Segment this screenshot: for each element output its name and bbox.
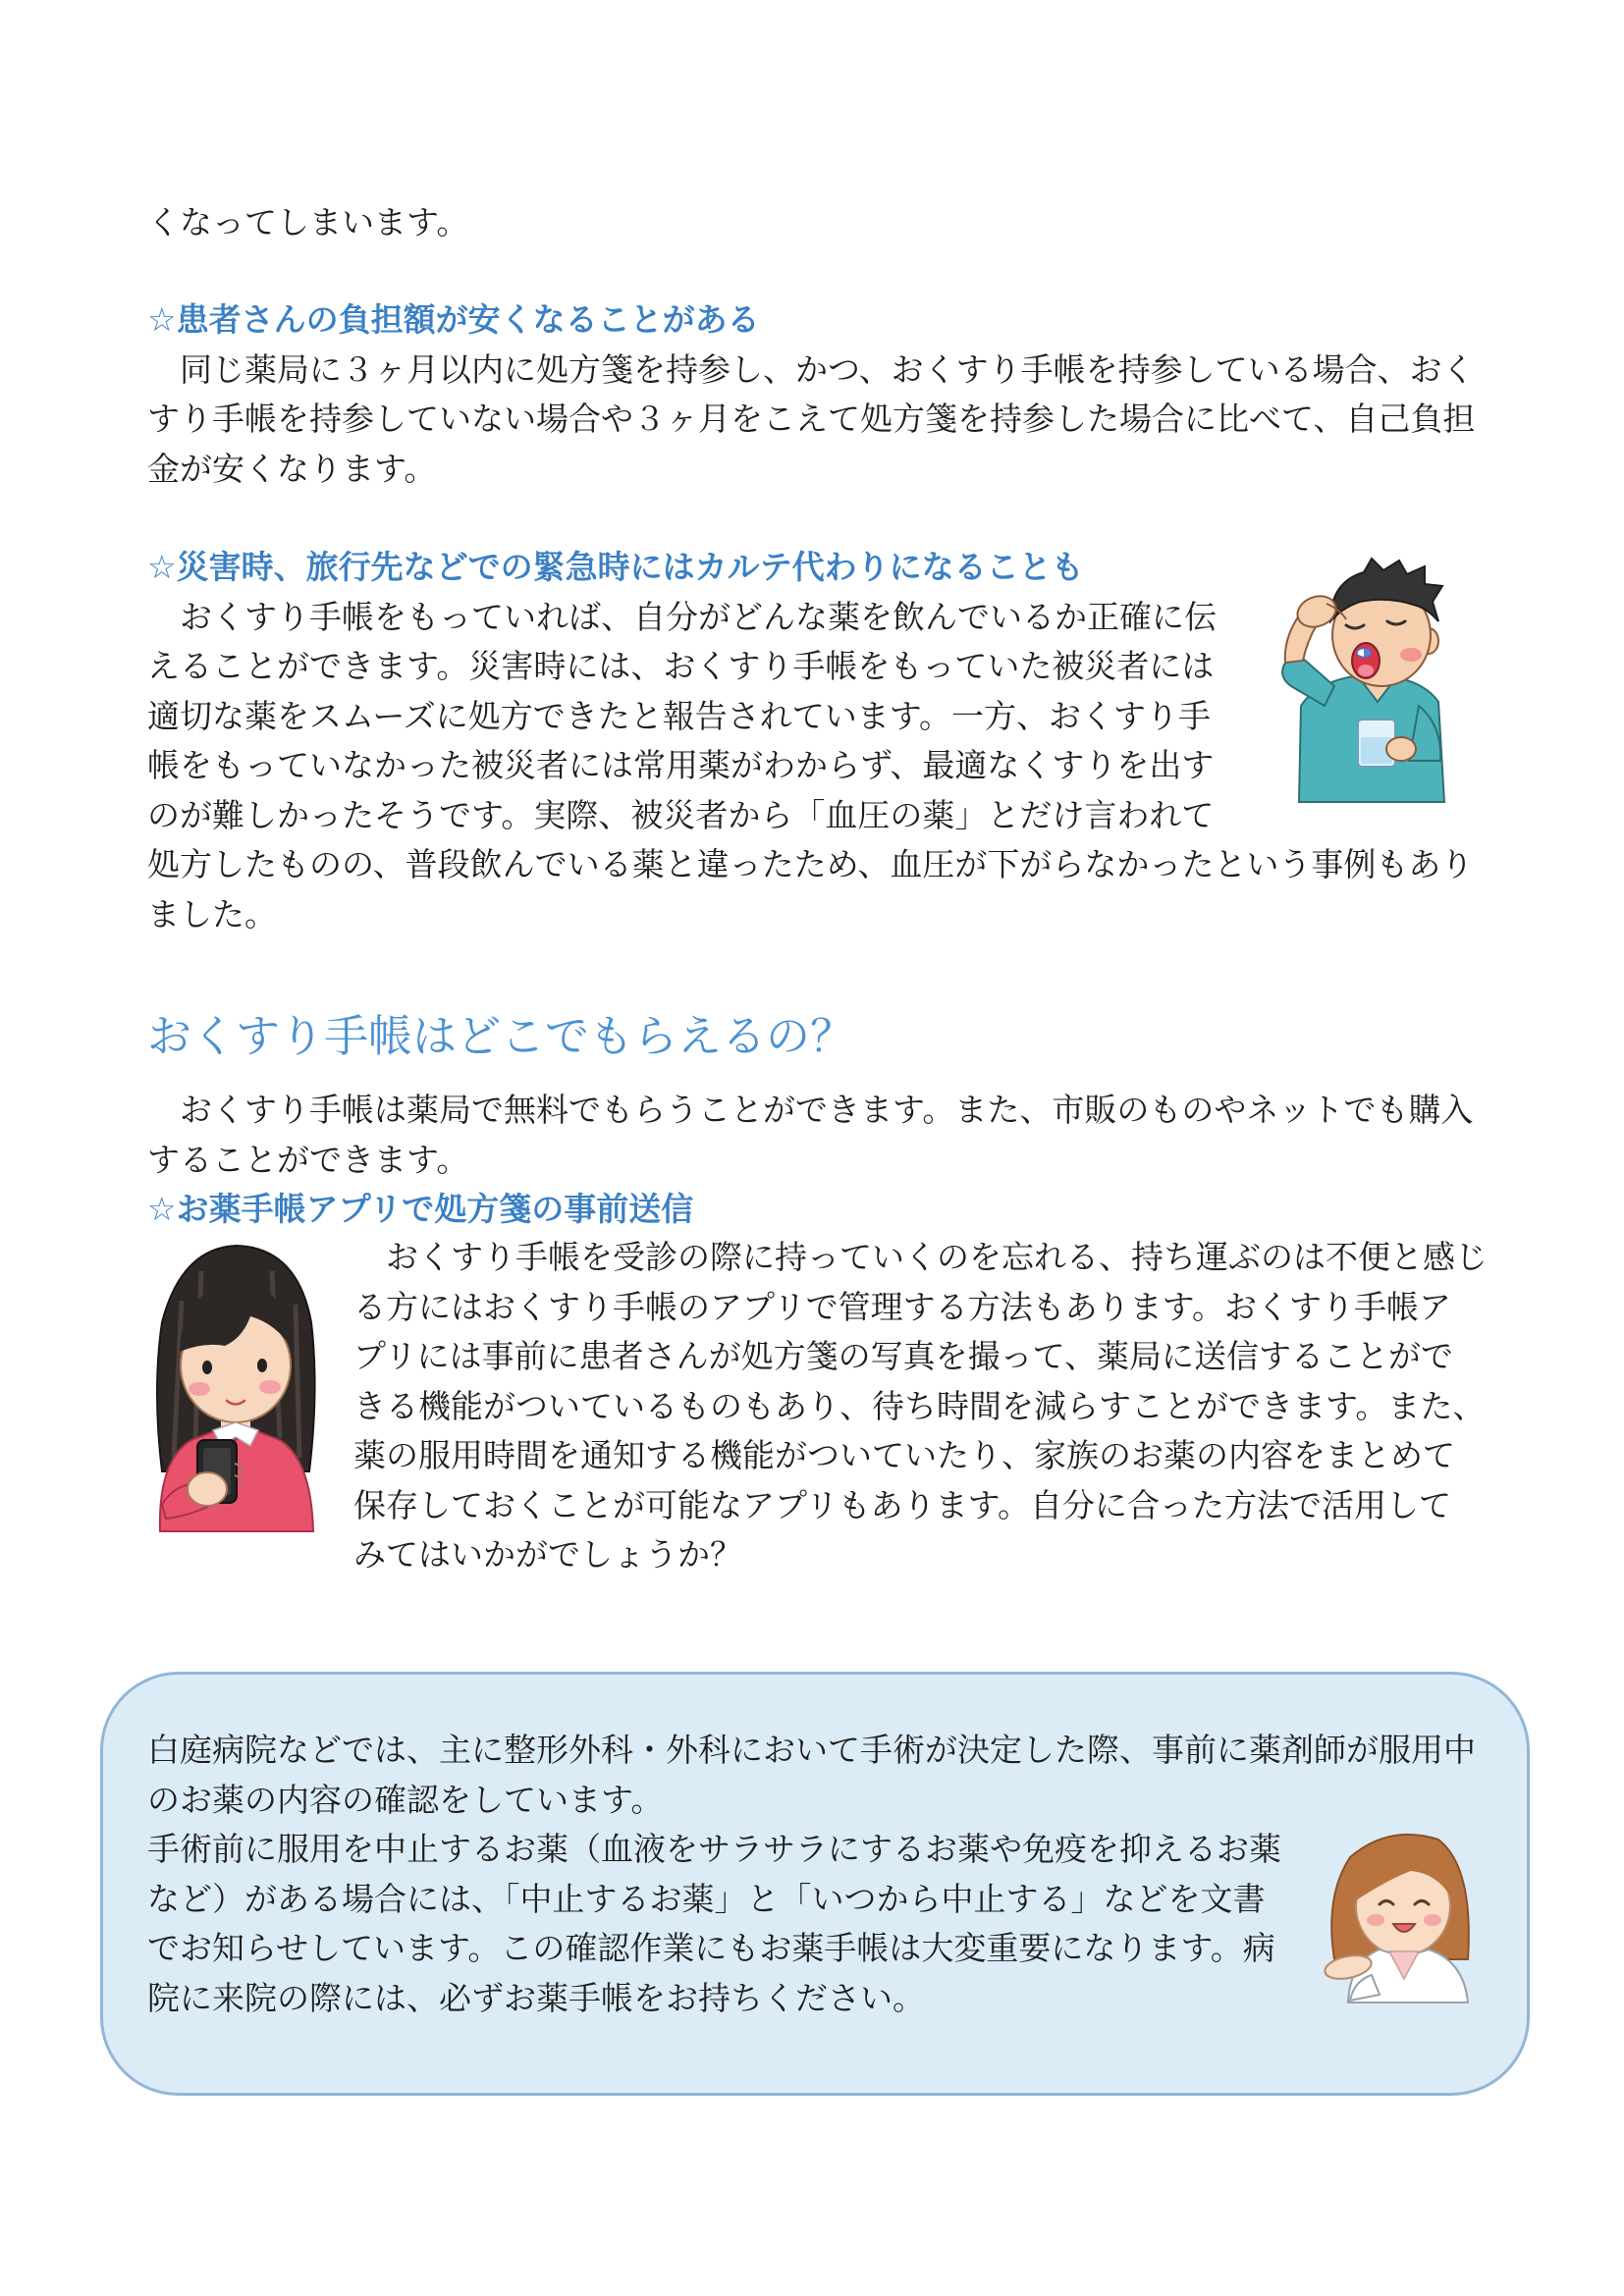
- body-line: 金が安くなります。: [147, 449, 437, 488]
- boy-taking-medicine-illustration: [1262, 559, 1448, 804]
- body-line: プリには事前に患者さんが処方箋の写真を撮って、薬局に送信することがで: [353, 1337, 1454, 1375]
- body-line: のが難しかったそうです。実際、被災者から「血圧の薬」とだけ言われて: [147, 795, 1215, 834]
- pharmacist-illustration: [1321, 1828, 1473, 2004]
- intro-text: [147, 198, 468, 248]
- body-line: る方にはおくすり手帳のアプリで管理する方法もあります。おくすり手帳ア: [353, 1287, 1452, 1326]
- woman-with-smartphone-illustration: [152, 1242, 319, 1533]
- body-line: することができます。: [147, 1140, 469, 1179]
- notice-line: 白庭病院などでは、主に整形外科・外科において手術が決定した際、事前に薬剤師が服用中: [147, 1731, 1476, 1769]
- body-line: ました。: [147, 894, 277, 934]
- notice-line: など）がある場合には、「中止するお薬」と「いつから中止する」などを文書: [147, 1879, 1266, 1918]
- body-line: おくすり手帳は薬局で無料でもらうことができます。また、市販のものやネットでも購入: [147, 1091, 1474, 1129]
- notice-line: 院に来院の際には、必ずお薬手帳をお持ちください。: [147, 1978, 925, 2017]
- notice-line: 手術前に服用を中止するお薬（血液をサラサラにするお薬や免疫を抑えるお薬: [147, 1830, 1281, 1868]
- section-copay: [147, 295, 1475, 494]
- notice-line: でお知らせしています。この確認作業にもお薬手帳は大変重要になります。病: [147, 1929, 1275, 1967]
- body-line: みてはいかがでしょうか？: [353, 1535, 742, 1574]
- body-line: くなってしまいます。: [147, 203, 469, 241]
- section-subheading: ☆災害時、旅行先などでの緊急時にはカルテ代わりになることも: [147, 548, 1084, 586]
- section-where: [147, 1086, 1473, 1235]
- body-line: 処方したものの、普段飲んでいる薬と違ったため、血圧が下がらなかったという事例もあり: [147, 845, 1474, 883]
- section-subheading: ☆お薬手帳アプリで処方箋の事前送信: [147, 1190, 694, 1228]
- notice-text: [147, 1726, 1476, 2023]
- body-line: おくすり手帳をもっていれば、自分がどんな薬を飲んでいるか正確に伝: [147, 597, 1217, 636]
- body-line: きる機能がついているものもあり、待ち時間を減らすことができます。また、: [353, 1386, 1486, 1425]
- woman-eye-left: [202, 1361, 212, 1374]
- body-line: 保存しておくことが可能なアプリもあります。自分に合った方法で活用して: [353, 1485, 1452, 1524]
- notice-line: のお薬の内容の確認をしています。: [147, 1780, 664, 1819]
- section-app: [353, 1233, 1488, 1580]
- section-subheading: ☆患者さんの負担額が安くなることがある: [147, 300, 760, 339]
- pill-icon: [1357, 649, 1371, 658]
- boy-blush: [1400, 648, 1422, 662]
- body-line: 帳をもっていなかった被災者には常用薬がわからず、最適なくすりを出す: [147, 746, 1215, 784]
- boy-head: [1330, 559, 1442, 686]
- body-line: すり手帳を持参していない場合や３ヶ月をこえて処方箋を持参した場合に比べて、自己負担: [147, 400, 1476, 438]
- body-line: えることができます。災害時には、おくすり手帳をもっていた被災者には: [147, 647, 1215, 685]
- body-line: 適切な薬をスムーズに処方できたと報告されています。一方、おくすり手: [147, 696, 1212, 735]
- body-line: 薬の服用時間を通知する機能がついていたり、家族のお薬の内容をまとめて: [353, 1436, 1455, 1474]
- woman-hand: [188, 1472, 227, 1506]
- body-line: おくすり手帳を受診の際に持っていくのを忘れる、持ち運ぶのは不便と感じ: [353, 1238, 1488, 1276]
- section-heading: おくすり手帳はどこでもらえるの？: [147, 1010, 855, 1062]
- body-line: 同じ薬局に３ヶ月以内に処方箋を持参し、かつ、おくすり手帳を持参している場合、おく: [147, 349, 1475, 389]
- woman-eye-right: [257, 1359, 267, 1372]
